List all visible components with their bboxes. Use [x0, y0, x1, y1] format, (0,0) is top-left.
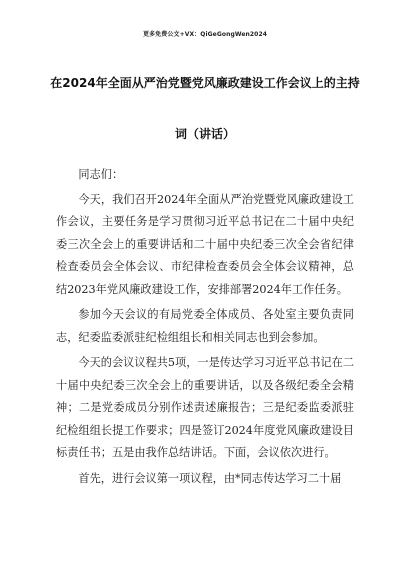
paragraph-1: 今天，我们召开2024年全面从严治党暨党风廉政建设工作会议，主要任务是学习贯彻习近平总书记在二十届中央纪委三次全会上的重要讲话和二十届中央纪委三次全会省纪律检查委员会全体会议、市纪律检查委员会全体会议精神，总结2023年党风廉政建设工作，安排部署2024年工作任务。 — [56, 192, 354, 296]
paragraph-2: 参加今天会议的有局党委全体成员、各处室主要负责同志，纪委监委派驻纪检组组长和相关同志也到会参加。 — [56, 308, 354, 344]
header-note: 更多免费公文+VX：QiGeGongWen2024 — [142, 31, 267, 38]
document-body — [56, 164, 354, 490]
paragraph-3: 今天的会议议程共5项，一是传达学习习近平总书记在二十届中央纪委三次全会上的重要讲话，以及各级纪委全会精神；二是党委成员分别作述责述廉报告；三是纪委监委派驻纪检组组长提工作要求；四是签订2024年度党风廉政建设目标责任书；五是由我作总结讲话。下面，会议依次进行。 — [56, 356, 355, 459]
paragraph-4: 首先，进行会议第一项议程，由*同志传达学习二十届 — [78, 471, 342, 485]
document-title-line-1: 在2024年全面从严治党暨党风廉政建设工作会议上的主持 — [50, 76, 360, 90]
document-title-line-2: 词（讲话） — [174, 127, 235, 141]
salutation: 同志们： — [78, 168, 124, 181]
